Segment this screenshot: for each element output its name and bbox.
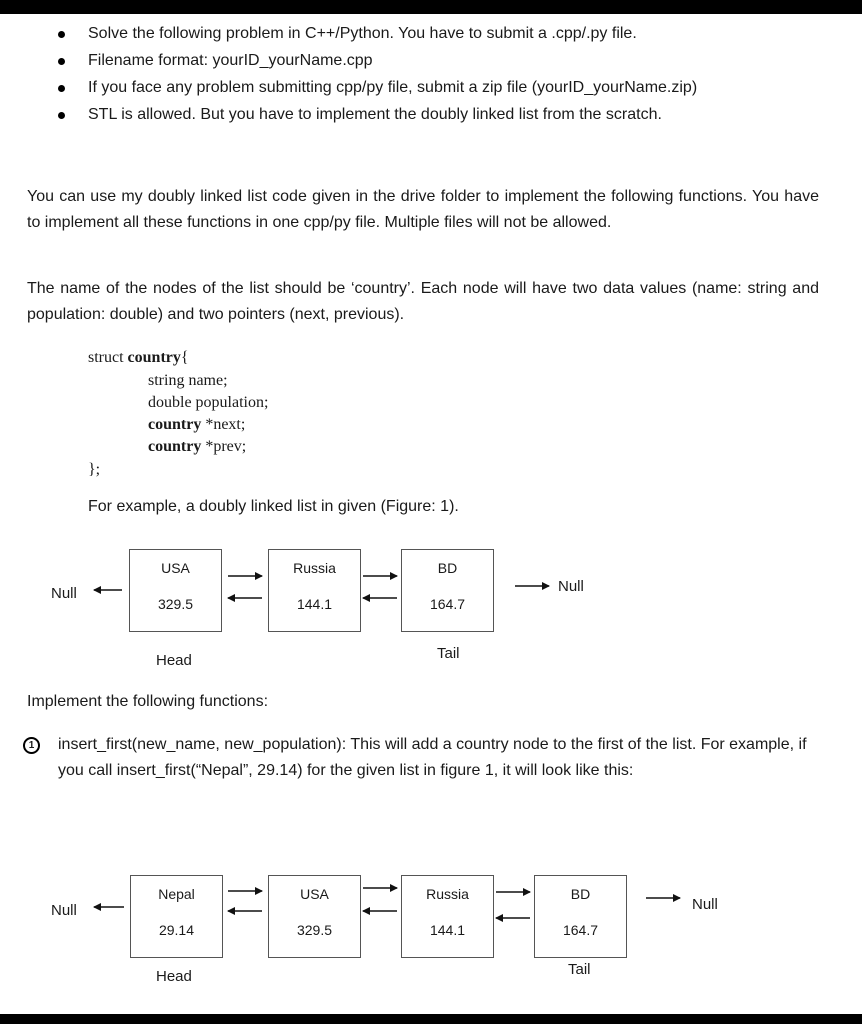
node-name: Russia <box>426 886 469 902</box>
instruction-item: Solve the following problem in C++/Python. You have to submit a .cpp/.py file. <box>56 20 697 47</box>
struct-field-prev-var: *prev; <box>205 438 247 455</box>
struct-field-population: double population; <box>148 394 269 411</box>
node-name: USA <box>300 886 329 902</box>
node-population: 329.5 <box>296 922 333 938</box>
implement-heading: Implement the following functions: <box>27 693 269 710</box>
node-description-paragraph: The name of the nodes of the list should be ‘country’. Each node will have two data values (name: string and population: double) and two pointers (next, previous). <box>27 280 819 323</box>
instruction-item: Filename format: yourID_yourName.cpp <box>56 47 697 74</box>
node-name: Russia <box>293 560 336 576</box>
tail-label: Tail <box>437 645 460 662</box>
node-population: 144.1 <box>429 922 466 938</box>
struct-field-next-type: country <box>148 416 206 433</box>
struct-close: }; <box>88 461 101 478</box>
bottom-black-bar <box>0 1014 862 1024</box>
instruction-item: If you face any problem submitting cpp/py file, submit a zip file (yourID_yourName.zip) <box>56 74 697 101</box>
struct-open-brace: { <box>180 349 189 366</box>
head-label: Head <box>156 652 192 669</box>
node-population: 29.14 <box>158 922 195 938</box>
struct-field-prev-type: country <box>148 438 206 455</box>
struct-name: country <box>127 349 181 366</box>
tail-label: Tail <box>568 961 591 978</box>
struct-keyword: struct <box>88 349 128 366</box>
node-population: 164.7 <box>562 922 599 938</box>
node-name: USA <box>161 560 190 576</box>
head-label: Head <box>156 968 192 985</box>
instruction-item: STL is allowed. But you have to implement the doubly linked list from the scratch. <box>56 101 697 128</box>
null-left-label: Null <box>51 585 77 602</box>
struct-field-next-var: *next; <box>205 416 246 433</box>
intro-paragraph: You can use my doubly linked list code given in the drive folder to implement the following functions. You have to implement all these functions in one cpp/py file. Multiple files will not be allowed. <box>27 188 819 231</box>
node-population: 329.5 <box>157 596 194 612</box>
node-population: 144.1 <box>296 596 333 612</box>
node-population: 164.7 <box>429 596 466 612</box>
node-name: BD <box>437 560 458 576</box>
example-caption: For example, a doubly linked list in given (Figure: 1). <box>88 498 459 515</box>
node-name: Nepal <box>158 886 195 902</box>
node-name: BD <box>570 886 591 902</box>
function-description: insert_first(new_name, new_population): This will add a country node to the first of the list. For example, if you call insert_first(“Nepal”, 29.14) for the given list in figure 1, it will look like this: <box>58 736 807 779</box>
null-right-label: Null <box>692 896 718 913</box>
struct-field-name: string name; <box>148 372 228 389</box>
null-left-label: Null <box>51 902 77 919</box>
null-right-label: Null <box>558 578 584 595</box>
function-number: 1 <box>23 737 40 754</box>
